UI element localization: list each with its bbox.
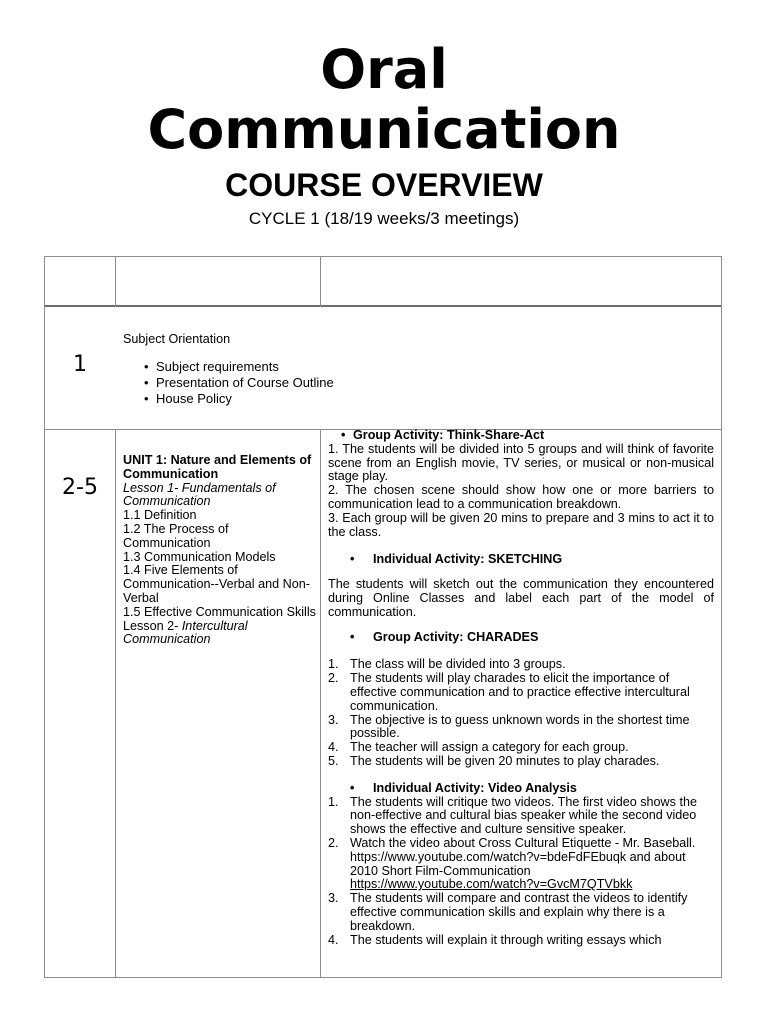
list-item: 4. The students will explain it through writing essays which <box>328 932 662 947</box>
activity-4-title: • Individual Activity: Video Analysis <box>350 780 577 795</box>
table-border-col1-row2 <box>115 429 116 978</box>
list-item: 3. The objective is to guess unknown words in the shortest time possible. <box>328 712 690 741</box>
row-1-bullet-list <box>123 359 713 408</box>
row-2-topics <box>123 454 317 647</box>
activity-3-list <box>328 658 714 768</box>
table-border-col1 <box>115 256 116 307</box>
activity-2-text: The students will sketch out the communication they encountered during Online Classes and label each part of the model of communication. <box>328 577 714 619</box>
video-link[interactable]: https://www.youtube.com/watch?v=GvcM7QTVbkk <box>350 877 633 892</box>
list-item: • Presentation of Course Outline <box>123 375 713 391</box>
week-cell-row-2: 2-5 <box>62 475 98 500</box>
list-item: 3. The students will compare and contrast the videos to identify effective communication skills and explain why there is a breakdown. <box>328 891 688 933</box>
topic-item: 1.4 Five Elements of Communication--Verbal and Non-Verbal <box>123 563 310 605</box>
list-item: • Subject requirements <box>123 359 713 375</box>
table-border-top <box>44 256 722 257</box>
lesson-2-line <box>123 620 317 648</box>
activity-1-line: 1. The students will be divided into 5 groups and will think of favorite scene from an English movie, TV series, or musical or non-musical stage play. <box>328 441 714 484</box>
table-border-col2-row2 <box>320 429 321 978</box>
activity-2-title: • Individual Activity: SKETCHING <box>350 552 563 567</box>
week-cell-row-1: 1 <box>73 352 87 377</box>
table-border-bottom <box>44 977 722 978</box>
activity-3-title: • Group Activity: CHARADES <box>350 629 539 644</box>
lesson-2-title: Intercultural Communication <box>123 618 248 647</box>
cycle-label: CYCLE 1 (18/19 weeks/3 meetings) <box>248 209 520 228</box>
topic-item: 1.2 The Process of Communication <box>123 521 229 550</box>
activity-1-line: 3. Each group will be given 20 mins to prepare and 3 mins to act it to the class. <box>328 510 714 539</box>
row-2-activities <box>328 429 714 947</box>
topic-item: 1.1 Definition <box>123 508 197 523</box>
list-item: 1. The class will be divided into 3 groups. <box>328 657 566 672</box>
document-title-line-1: Oral <box>320 38 448 101</box>
row-1-content <box>123 333 713 408</box>
list-item: • House Policy <box>123 391 713 407</box>
document-title-line-2: Communication <box>147 98 621 161</box>
activity-1-line: 2. The chosen scene should show how one or more barriers to communication lead to a communication breakdown. <box>328 483 714 511</box>
list-item: 1. The students will critique two videos. The first video shows the non-effective and cultural bias speaker while the second video shows the effective and culture sensitive speaker. <box>328 794 697 837</box>
unit-title: UNIT 1: Nature and Elements of Communication <box>123 453 312 481</box>
activity-1-title: • Group Activity: Think-Share-Act <box>341 428 545 442</box>
table-border-col2 <box>320 256 321 307</box>
activity-4-list <box>328 796 714 948</box>
course-overview-table <box>44 256 722 978</box>
list-item: 2. Watch the video about Cross Cultural Etiquette - Mr. Baseball. https://www.youtube.com/watch?v=bdeFdFEbuqk and about 2010 Short Film-Communication https://www.youtube.com/watch?v=GvcM7QTVbkk <box>328 835 696 892</box>
list-item: 4. The teacher will assign a category for each group. <box>328 740 629 755</box>
row-1-heading: Subject Orientation <box>123 332 231 346</box>
table-border-right <box>721 256 722 978</box>
list-item: 5. The students will be given 20 minutes to play charades. <box>328 753 660 768</box>
topic-item: 1.3 Communication Models <box>123 549 276 564</box>
topic-item: 1.5 Effective Communication Skills <box>123 604 316 619</box>
document-subtitle: COURSE OVERVIEW <box>225 167 543 203</box>
list-item: 2. The students will play charades to elicit the importance of effective communication and to practice effective intercultural communication. <box>328 671 690 713</box>
lesson-1-title: Lesson 1- Fundamentals of Communication <box>123 480 276 509</box>
lesson-2-prefix: Lesson 2- <box>123 618 182 633</box>
table-border-header-bottom <box>44 305 722 307</box>
